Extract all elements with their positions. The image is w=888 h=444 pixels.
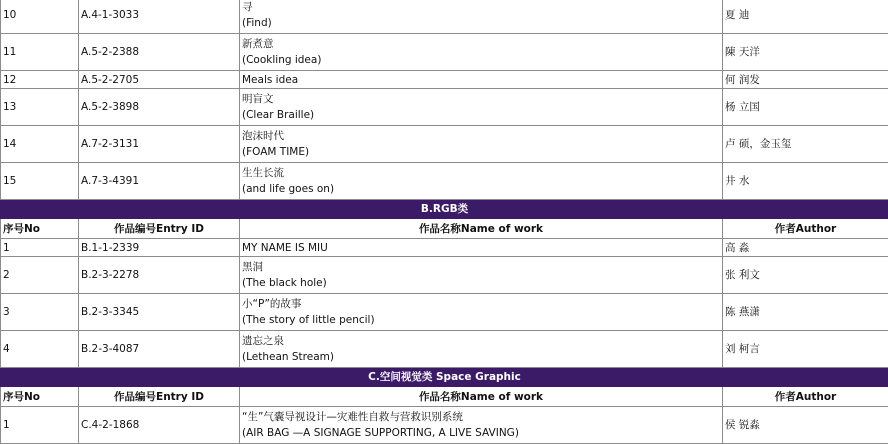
entry-number: 15 — [1, 163, 79, 200]
header-author: 作者Author — [723, 219, 888, 239]
entry-title — [240, 34, 723, 71]
table-row — [1, 89, 888, 126]
entry-title — [240, 0, 723, 34]
entry-number: 14 — [1, 126, 79, 163]
table-row — [1, 163, 888, 200]
entry-title-line: 新煮意 — [242, 38, 274, 50]
entry-title-line: 泡沫时代 — [242, 130, 284, 142]
entry-author: 杨 立国 — [723, 89, 888, 126]
section-title: B.RGB类 — [1, 200, 888, 219]
entry-id: B.1-1-2339 — [79, 239, 240, 257]
header-name-of-work: 作品名称Name of work — [240, 387, 723, 407]
entry-title-line: 寻 — [242, 1, 253, 13]
entry-number: 1 — [1, 407, 79, 444]
section-bar — [1, 200, 888, 219]
entry-title-line: (and life goes on) — [242, 183, 335, 195]
entry-title-line: (Find) — [242, 17, 272, 29]
entry-id: A.7-2-3131 — [79, 126, 240, 163]
entry-title-line: (The black hole) — [242, 277, 327, 289]
entry-title — [240, 239, 723, 257]
entry-title — [240, 257, 723, 294]
header-row — [1, 219, 888, 239]
entry-title — [240, 163, 723, 200]
entry-number: 10 — [1, 0, 79, 34]
section-title: C.空间视觉类 Space Graphic — [1, 368, 888, 387]
entry-title-line: (Lethean Stream) — [242, 351, 334, 363]
entry-author: 张 利文 — [723, 257, 888, 294]
header-entry-id: 作品编号Entry ID — [79, 219, 240, 239]
entry-id: B.2-3-4087 — [79, 331, 240, 368]
table-row — [1, 126, 888, 163]
entry-title — [240, 407, 723, 444]
entry-number: 13 — [1, 89, 79, 126]
entry-author: 陳 天洋 — [723, 34, 888, 71]
entry-title-line: (Cookling idea) — [242, 54, 322, 66]
entry-author: 刘 柯言 — [723, 331, 888, 368]
entry-id: C.4-2-1868 — [79, 407, 240, 444]
entry-author: 何 润发 — [723, 71, 888, 89]
entry-author: 陈 燕潇 — [723, 294, 888, 331]
entry-id: B.2-3-2278 — [79, 257, 240, 294]
entry-author: 井 水 — [723, 163, 888, 200]
entry-title-line: (The story of little pencil) — [242, 314, 375, 326]
entry-title — [240, 89, 723, 126]
entry-number: 4 — [1, 331, 79, 368]
table-row — [1, 71, 888, 89]
entry-title — [240, 126, 723, 163]
header-author: 作者Author — [723, 387, 888, 407]
entry-title-line: “生”气囊导视设计—灾难性自救与营救识别系统 — [242, 411, 463, 423]
header-no: 序号No — [1, 387, 79, 407]
entry-number: 2 — [1, 257, 79, 294]
table-row — [1, 34, 888, 71]
entry-title — [240, 71, 723, 89]
entry-id: A.4-1-3033 — [79, 0, 240, 34]
entry-title — [240, 294, 723, 331]
entry-id: A.5-2-2388 — [79, 34, 240, 71]
table-row — [1, 257, 888, 294]
entry-title-line: 明盲文 — [242, 93, 274, 105]
entry-title-line: 小“P”的故事 — [242, 298, 302, 310]
table-row — [1, 239, 888, 257]
header-name-of-work: 作品名称Name of work — [240, 219, 723, 239]
entry-title-line: (FOAM TIME) — [242, 146, 310, 158]
entry-title-line: 黑洞 — [242, 261, 263, 273]
entry-number: 3 — [1, 294, 79, 331]
table-row — [1, 331, 888, 368]
entry-title-line: MY NAME IS MIU — [242, 241, 328, 254]
table-row — [1, 294, 888, 331]
entry-title-line: (AIR BAG —A SIGNAGE SUPPORTING, A LIVE SAVING) — [242, 427, 519, 439]
entry-title-line: Meals idea — [242, 73, 299, 86]
table-row — [1, 0, 888, 34]
entry-title-line: 遗忘之泉 — [242, 335, 284, 347]
entries-table-body — [1, 0, 888, 444]
section-bar — [1, 368, 888, 387]
entry-id: A.5-2-2705 — [79, 71, 240, 89]
entry-title-line: (Clear Braille) — [242, 109, 315, 121]
entry-number: 11 — [1, 34, 79, 71]
entry-id: A.5-2-3898 — [79, 89, 240, 126]
entry-id: B.2-3-3345 — [79, 294, 240, 331]
entry-number: 1 — [1, 239, 79, 257]
entry-author: 夏 迪 — [723, 0, 888, 34]
entry-title — [240, 331, 723, 368]
table-row — [1, 407, 888, 444]
entry-author: 侯 锐淼 — [723, 407, 888, 444]
entry-author: 卢 硕，金玉玺 — [723, 126, 888, 163]
entry-number: 12 — [1, 71, 79, 89]
header-row — [1, 387, 888, 407]
entry-title-line: 生生长流 — [242, 167, 284, 179]
entry-id: A.7-3-4391 — [79, 163, 240, 200]
entry-author: 高 淼 — [723, 239, 888, 257]
header-no: 序号No — [1, 219, 79, 239]
header-entry-id: 作品编号Entry ID — [79, 387, 240, 407]
